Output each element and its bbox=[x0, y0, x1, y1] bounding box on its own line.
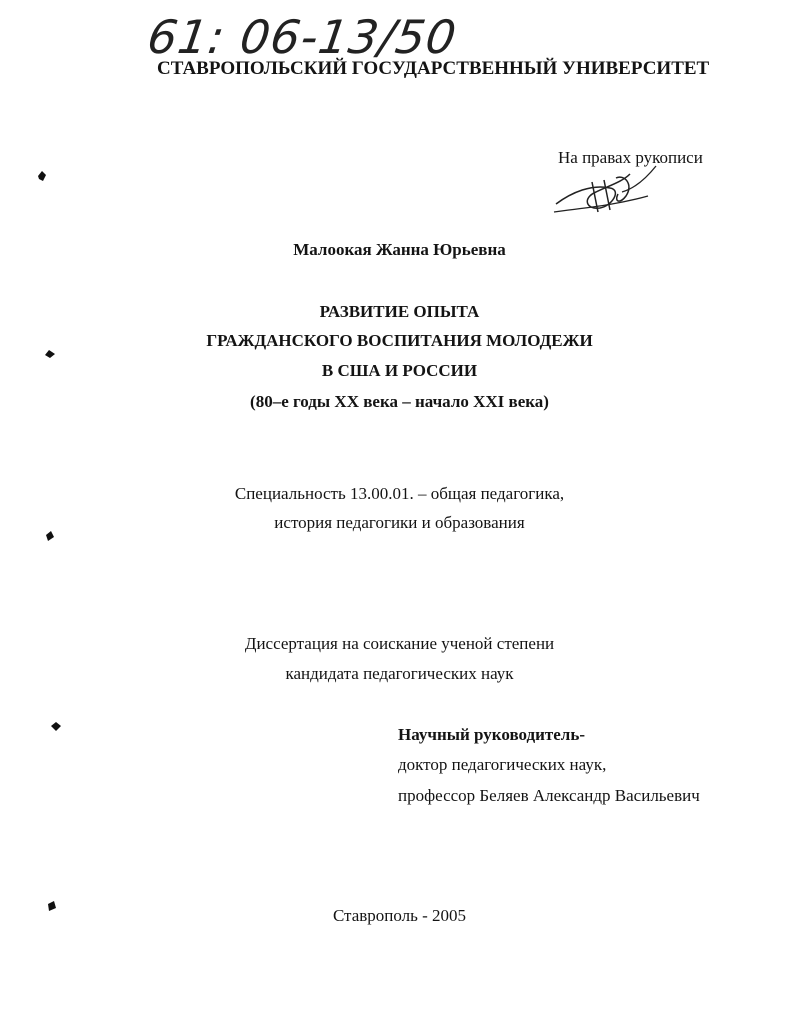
specialty-line-2: история педагогики и образования bbox=[274, 513, 525, 532]
specialty-line-1: Специальность 13.00.01. – общая педагогика, bbox=[234, 484, 565, 503]
dissertation-title-line-2: ГРАЖДАНСКОГО ВОСПИТАНИЯ МОЛОДЕЖИ bbox=[206, 331, 593, 350]
signature-scribble-icon bbox=[552, 162, 672, 218]
scan-speck-icon bbox=[46, 900, 58, 912]
degree-line-1: Диссертация на соискание ученой степени bbox=[244, 634, 555, 653]
dissertation-title-line-3: В США И РОССИИ bbox=[321, 361, 478, 380]
author-name: Малоокая Жанна Юрьевна bbox=[293, 240, 506, 259]
dissertation-title-line-1: РАЗВИТИЕ ОПЫТА bbox=[319, 302, 480, 321]
scan-speck-icon bbox=[44, 530, 56, 542]
supervisor-heading: Научный руководитель- bbox=[398, 725, 585, 744]
supervisor-degree: доктор педагогических наук, bbox=[398, 755, 607, 774]
university-name: СТАВРОПОЛЬСКИЙ ГОСУДАРСТВЕННЫЙ УНИВЕРСИТЕТ bbox=[157, 58, 710, 79]
scan-speck-icon bbox=[50, 720, 62, 732]
scan-speck-icon bbox=[36, 170, 48, 182]
city-year: Ставрополь - 2005 bbox=[332, 906, 467, 925]
handwritten-archive-number: 61: 06-13/50 bbox=[144, 10, 461, 64]
scan-speck-icon bbox=[44, 348, 56, 360]
dissertation-title-period: (80–е годы XX века – начало XXI века) bbox=[250, 392, 549, 411]
degree-line-2: кандидата педагогических наук bbox=[285, 664, 514, 683]
manuscript-rights-note: На правах рукописи bbox=[558, 148, 703, 167]
supervisor-name: профессор Беляев Александр Васильевич bbox=[398, 786, 700, 805]
